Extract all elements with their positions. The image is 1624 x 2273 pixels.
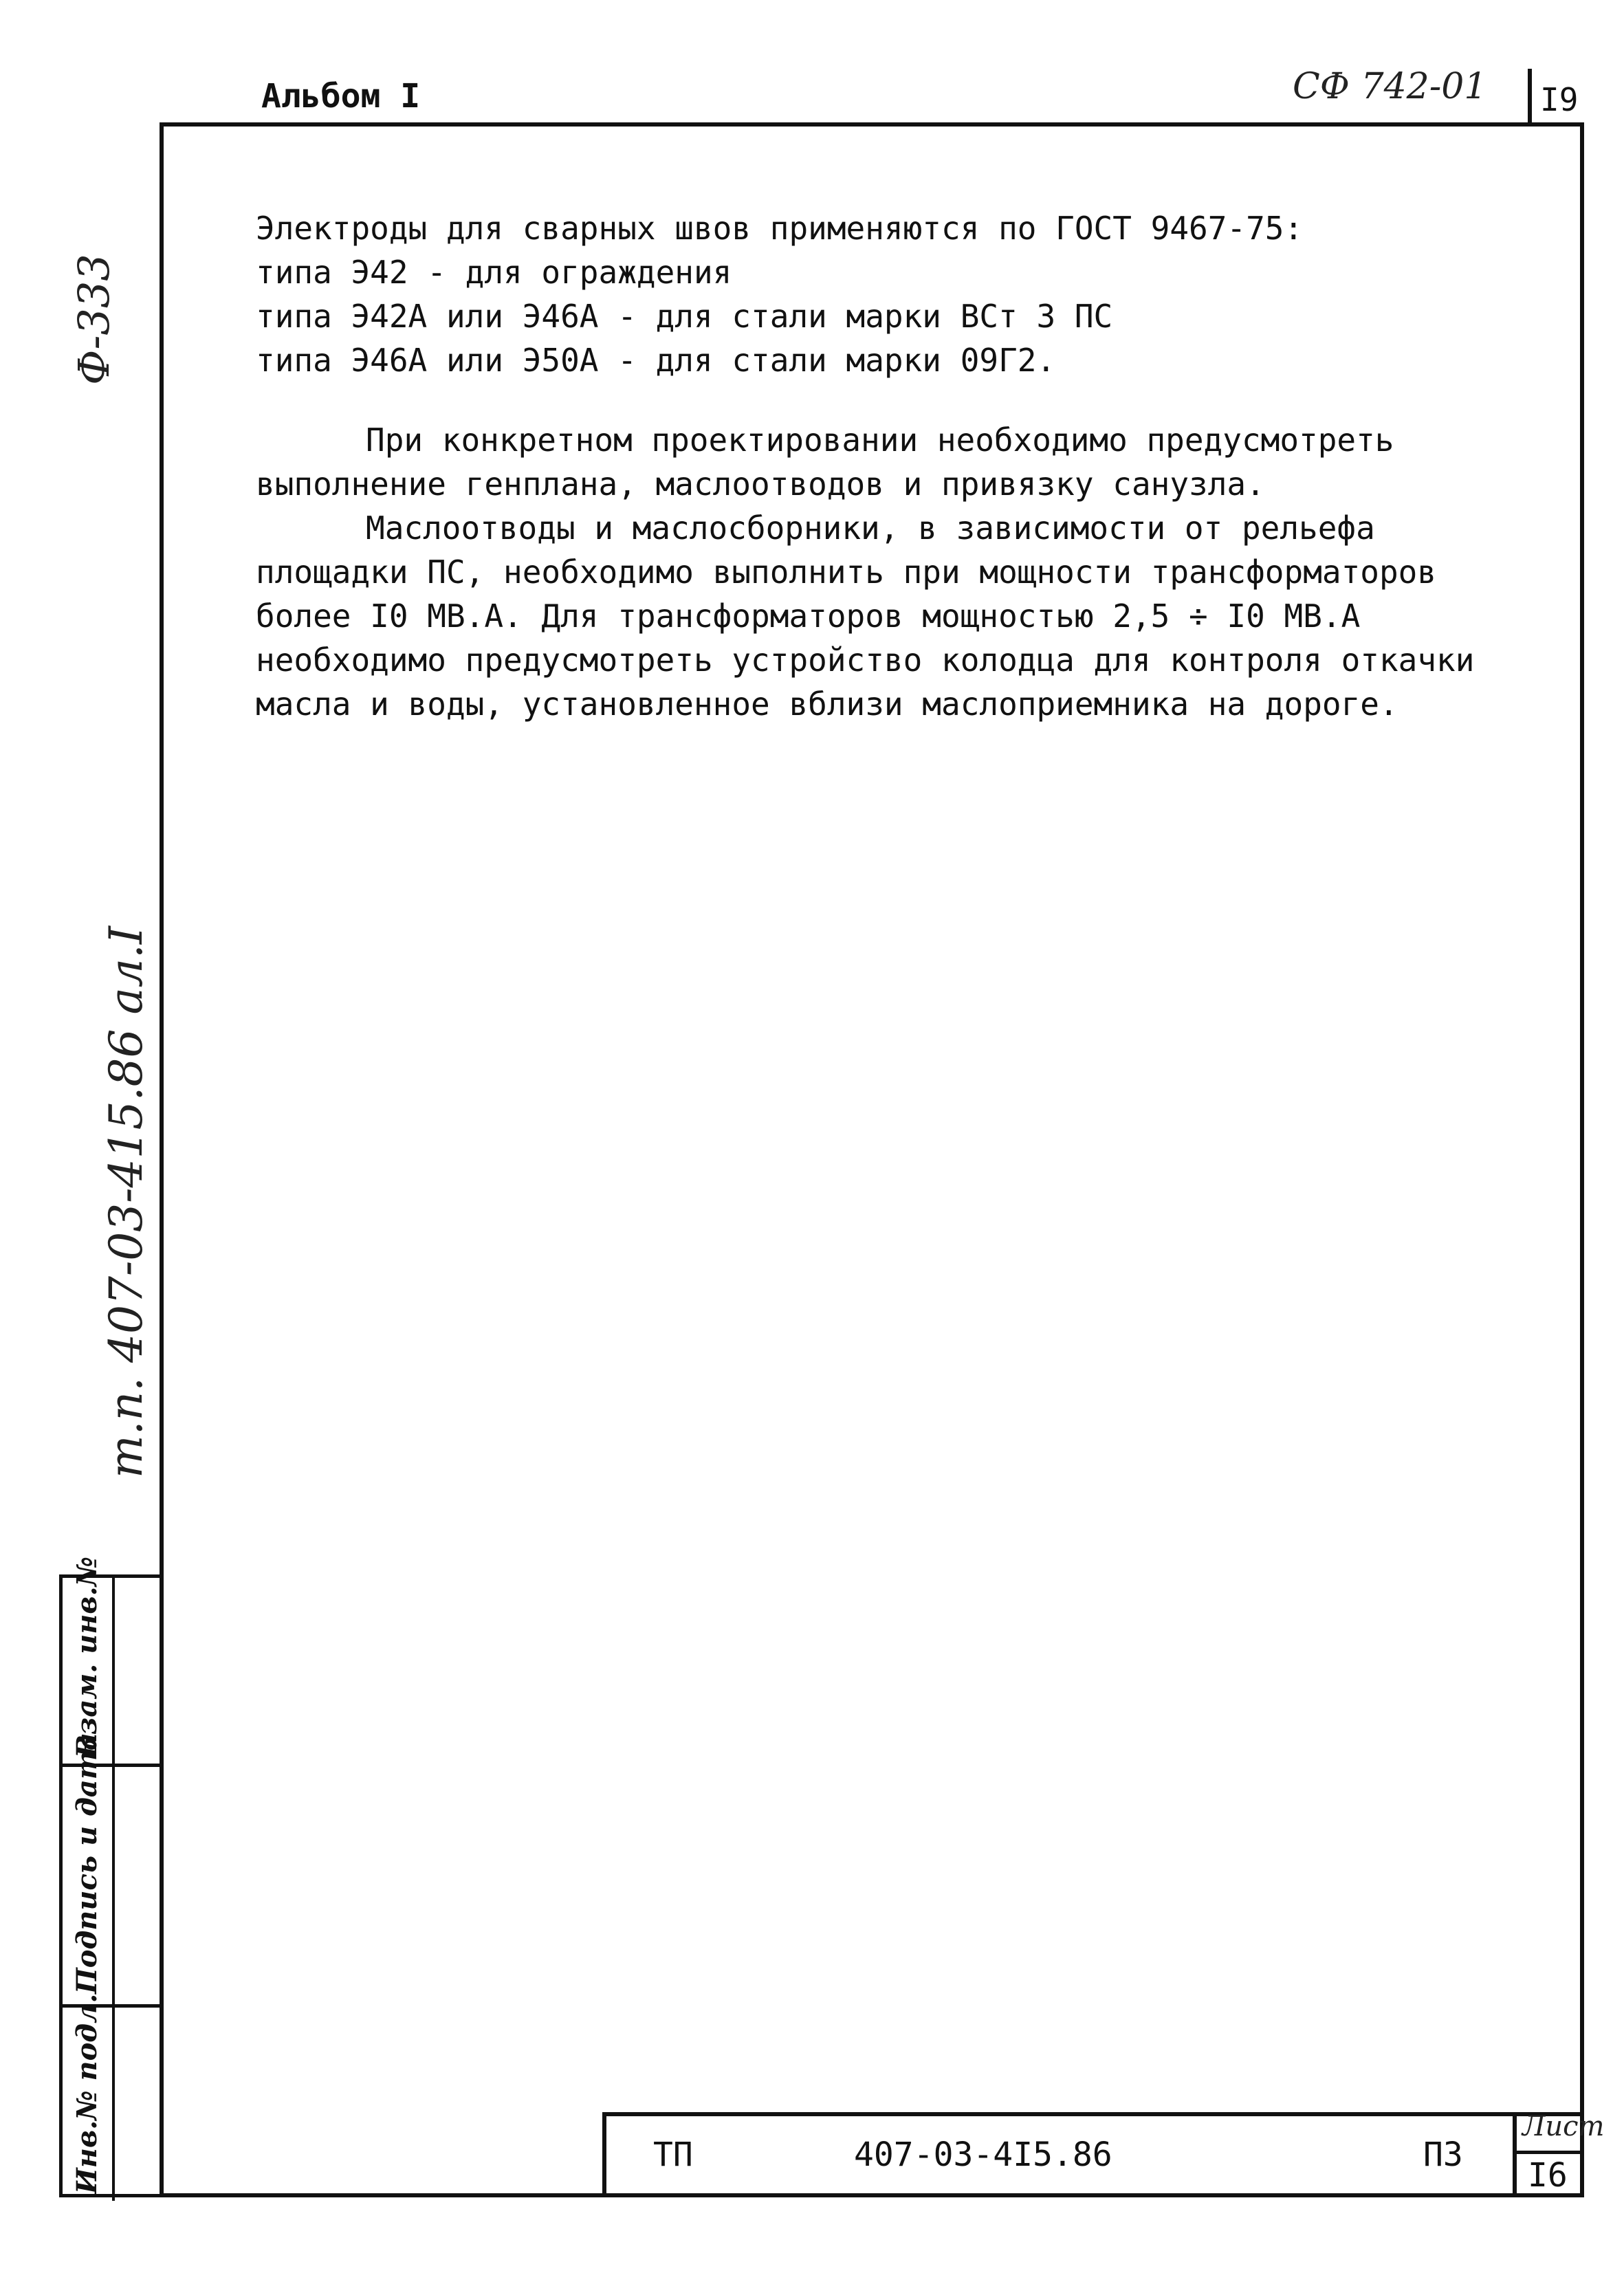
text-line: типа Э46А или Э50А - для стали марки 09Г2. <box>256 342 1056 379</box>
title-block-code: ТП <box>653 2135 693 2174</box>
title-block-number: 407-03-4I5.86 <box>854 2135 1112 2174</box>
stamp-label-original-inv: Инв.№ подл. <box>71 1993 103 2194</box>
paragraph-gap <box>256 382 1562 418</box>
text-line: типа Э42 - для ограждения <box>256 254 732 291</box>
archive-code: СФ 742-01 <box>1293 66 1487 107</box>
sheet-box-separator <box>1513 2151 1584 2154</box>
title-block-doc: ПЗ <box>1423 2135 1463 2174</box>
project-code-handwritten: т.п. 407-03-415.86 ал.I <box>100 926 153 1478</box>
text-line: площадки ПС, необходимо выполнить при мощности трансформаторов <box>256 553 1437 591</box>
stamp-strip <box>59 1556 160 2197</box>
sheet-number: I6 <box>1528 2156 1568 2195</box>
text-line: Маслоотводы и маслосборники, в зависимости от рельефа <box>366 509 1375 547</box>
text-line: При конкретном проектировании необходимо предусмотреть <box>366 421 1394 459</box>
text-line: необходимо предусмотреть устройство колодца для контроля откачки <box>256 641 1475 679</box>
text-line: выполнение генплана, маслоотводов и привязку санузла. <box>256 465 1265 503</box>
text-line: Электроды для сварных швов применяются по ГОСТ 9467-75: <box>256 210 1304 247</box>
form-code: Ф-333 <box>69 254 119 385</box>
page-number: I9 <box>1540 81 1579 118</box>
stamp-label-replacement-inv: Взам. инв.№ <box>71 1556 103 1758</box>
sheet-label: Лист <box>1522 2111 1605 2142</box>
stamp-strip-divider <box>112 1578 115 2201</box>
album-label: Альбом I <box>261 77 421 116</box>
text-line: более I0 МВ.А. Для трансформаторов мощностью 2,5 ÷ I0 МВ.А <box>256 597 1361 635</box>
text-line: типа Э42А или Э46А - для стали марки ВСт 3 ПС <box>256 298 1113 335</box>
stamp-label-signature-date: Подпись и дата <box>71 1732 103 1994</box>
body-text <box>256 206 1562 726</box>
text-line: масла и воды, установленное вблизи маслоприемника на дороге. <box>256 685 1398 723</box>
